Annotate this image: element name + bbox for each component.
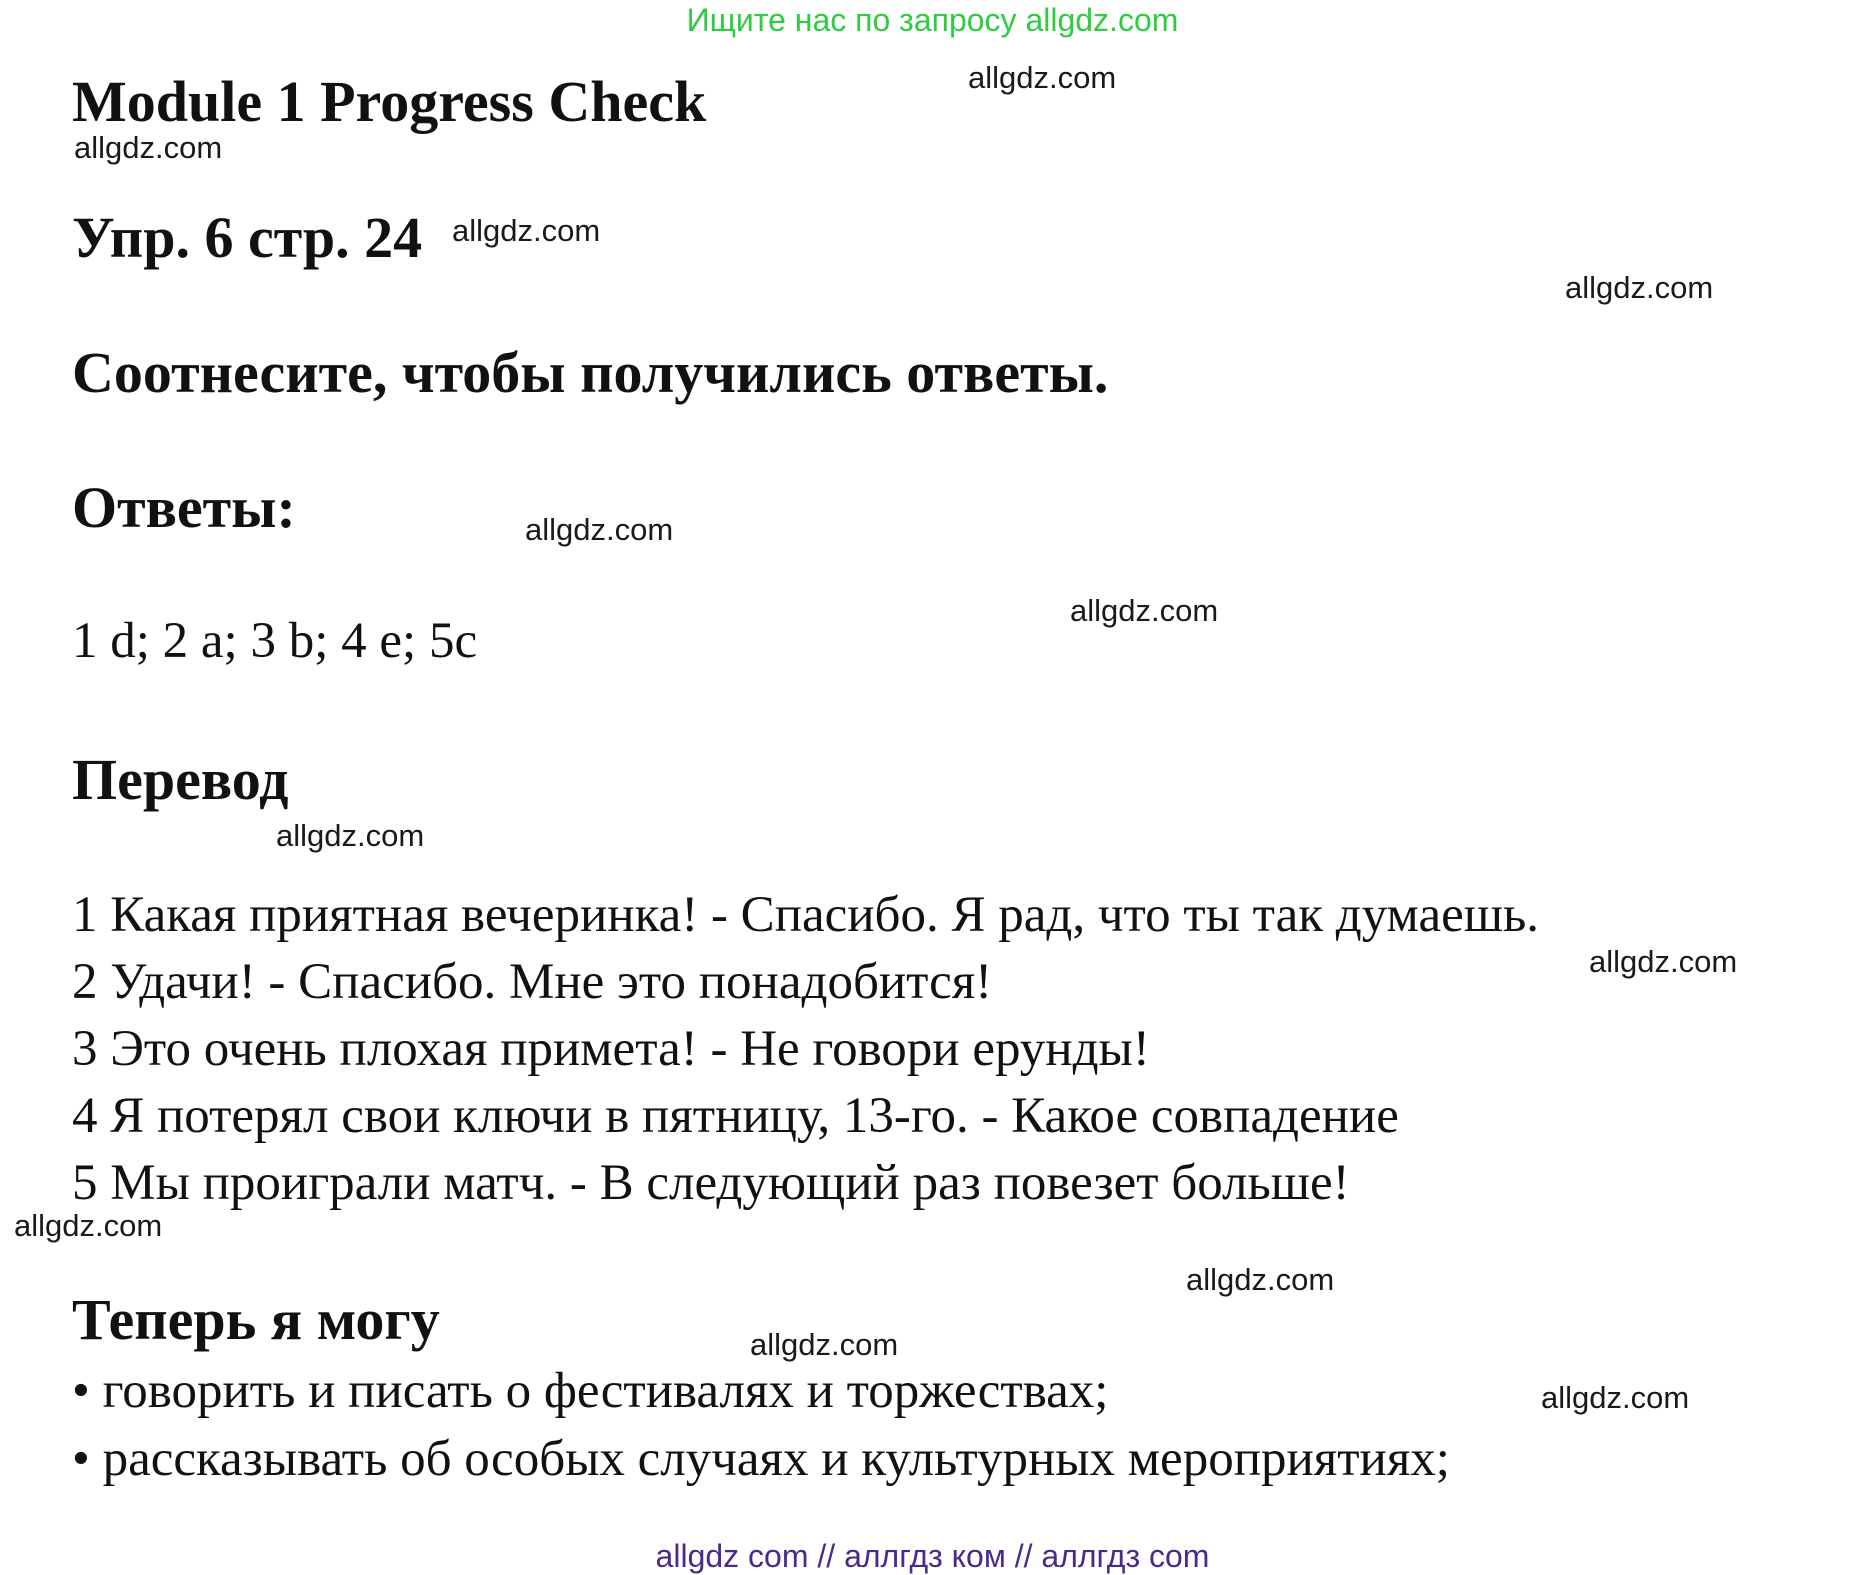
can-do-item-1: • говорить и писать о фестивалях и торжествах; (72, 1363, 1109, 1419)
page-title: Module 1 Progress Check (72, 69, 707, 134)
translation-line-5: 5 Мы проиграли матч. - В следующий раз повезет больше! (72, 1155, 1350, 1211)
footer-text: allgdz com // аллгдз ком // аллгдз com (655, 1538, 1210, 1574)
answers-text: 1 d; 2 a; 3 b; 4 e; 5c (72, 613, 478, 669)
watermark: allgdz.com (452, 213, 601, 248)
translation-line-1: 1 Какая приятная вечеринка! - Спасибо. Я рад, что ты так думаешь. (72, 887, 1539, 943)
answers-heading: Ответы: (72, 475, 296, 540)
can-do-item-2: • рассказывать об особых случаях и культурных мероприятиях; (72, 1431, 1450, 1487)
watermark: allgdz.com (1070, 593, 1219, 628)
translation-line-4: 4 Я потерял свои ключи в пятницу, 13-го. - Какое совпадение (72, 1088, 1399, 1144)
watermark: allgdz.com (1186, 1262, 1335, 1297)
watermark: allgdz.com (14, 1208, 163, 1243)
watermark: allgdz.com (1589, 944, 1738, 979)
watermark: allgdz.com (276, 818, 425, 853)
translation-list (72, 882, 1539, 1217)
watermark: allgdz.com (1541, 1380, 1690, 1415)
instruction-text: Соотнесите, чтобы получились ответы. (72, 340, 1109, 405)
watermark: allgdz.com (750, 1327, 899, 1362)
watermark: allgdz.com (525, 512, 674, 547)
translation-line-3: 3 Это очень плохая примета! - Не говори ерунды! (72, 1021, 1150, 1077)
can-do-heading: Теперь я могу (72, 1287, 440, 1352)
translation-heading: Перевод (72, 747, 289, 812)
watermark: allgdz.com (1565, 270, 1714, 305)
top-banner: Ищите нас по запросу allgdz.com (686, 2, 1179, 38)
exercise-label: Упр. 6 стр. 24 (72, 205, 423, 270)
watermark: allgdz.com (74, 130, 223, 165)
watermark: allgdz.com (968, 60, 1117, 95)
translation-line-2: 2 Удачи! - Спасибо. Мне это понадобится! (72, 954, 993, 1010)
can-do-list (72, 1357, 1450, 1493)
